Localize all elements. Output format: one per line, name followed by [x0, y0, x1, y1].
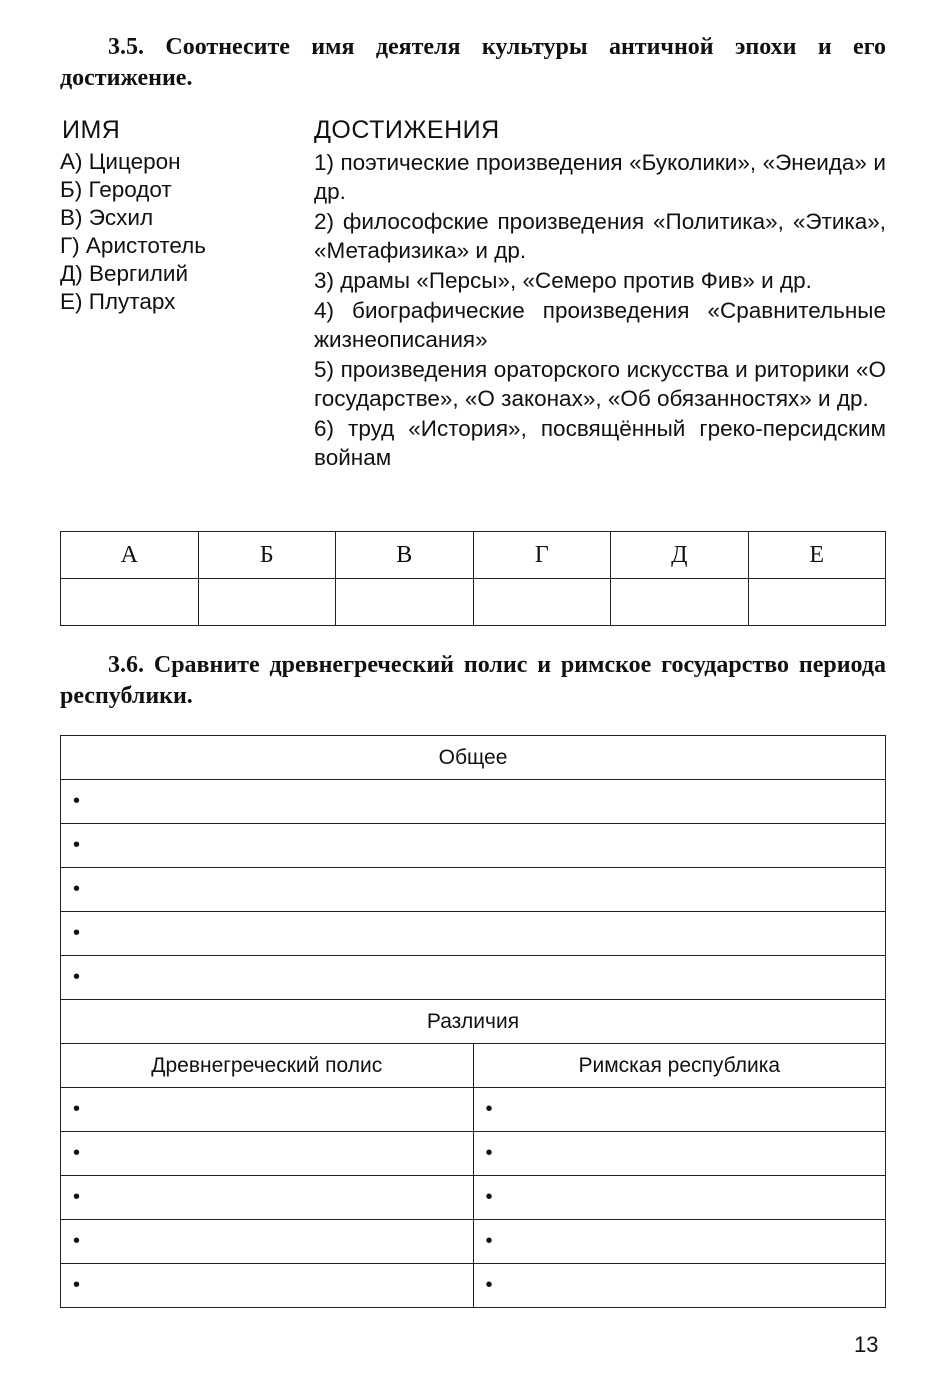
greek-polis-header: Древнегреческий полис — [61, 1044, 474, 1088]
roman-republic-header: Римская республика — [473, 1044, 886, 1088]
differences-header: Различия — [61, 1000, 886, 1044]
task-3-6-title: 3.6. Сравните древнегреческий полис и римское государство периода республики. — [60, 652, 886, 709]
common-header: Общее — [61, 736, 886, 780]
achievement-item: 2) философские произведения «Политика», «Этика», «Метафизика» и др. — [314, 209, 886, 263]
answer-header-e: Е — [748, 532, 886, 579]
roman-republic-row[interactable]: • — [473, 1176, 886, 1220]
common-row[interactable]: • — [61, 824, 886, 868]
roman-republic-row[interactable]: • — [473, 1264, 886, 1308]
greek-polis-row[interactable]: • — [61, 1132, 474, 1176]
greek-polis-row[interactable]: • — [61, 1176, 474, 1220]
answer-cell-v[interactable] — [336, 579, 474, 626]
common-row[interactable]: • — [61, 780, 886, 824]
achievement-item: 5) произведения ораторского искусства и риторики «О государстве», «О законах», «Об обязанностях» и др. — [314, 357, 886, 411]
achievement-item: 6) труд «История», посвящённый греко-персидским войнам — [314, 416, 886, 470]
name-item: Б) Геродот — [60, 177, 172, 202]
name-item: Е) Плутарх — [60, 289, 176, 314]
name-item: Д) Вергилий — [60, 261, 189, 286]
common-row[interactable]: • — [61, 956, 886, 1000]
name-item: А) Цицерон — [60, 149, 181, 174]
common-row[interactable]: • — [61, 912, 886, 956]
roman-republic-row[interactable]: • — [473, 1132, 886, 1176]
achievement-item: 3) драмы «Персы», «Семеро против Фив» и др. — [314, 268, 812, 293]
task-3-5-title: 3.5. Соотнесите имя деятеля культуры античной эпохи и его достижение. — [60, 34, 886, 91]
name-item: Г) Аристотель — [60, 233, 207, 258]
answer-header-b: Б — [198, 532, 336, 579]
greek-polis-row[interactable]: • — [61, 1264, 474, 1308]
answer-header-a: А — [61, 532, 199, 579]
names-column-header: ИМЯ — [62, 116, 121, 144]
achievements-column-header: ДОСТИЖЕНИЯ — [314, 116, 500, 144]
comparison-table — [60, 735, 886, 1308]
answer-cell-g[interactable] — [473, 579, 611, 626]
answer-cell-e[interactable] — [748, 579, 886, 626]
achievement-item: 1) поэтические произведения «Буколики», «Энеида» и др. — [314, 150, 886, 204]
achievement-item: 4) биографические произведения «Сравнительные жизнеописания» — [314, 298, 886, 352]
answer-cell-a[interactable] — [61, 579, 199, 626]
name-item: В) Эсхил — [60, 205, 154, 230]
achievements-list — [314, 148, 886, 473]
roman-republic-row[interactable]: • — [473, 1088, 886, 1132]
roman-republic-row[interactable]: • — [473, 1220, 886, 1264]
answer-header-v: В — [336, 532, 474, 579]
greek-polis-row[interactable]: • — [61, 1088, 474, 1132]
page-number: 13 — [854, 1332, 879, 1357]
answer-table — [60, 531, 886, 626]
common-row[interactable]: • — [61, 868, 886, 912]
answer-cell-d[interactable] — [611, 579, 749, 626]
greek-polis-row[interactable]: • — [61, 1220, 474, 1264]
answer-header-d: Д — [611, 532, 749, 579]
names-list — [60, 148, 206, 316]
answer-cell-b[interactable] — [198, 579, 336, 626]
answer-header-g: Г — [473, 532, 611, 579]
